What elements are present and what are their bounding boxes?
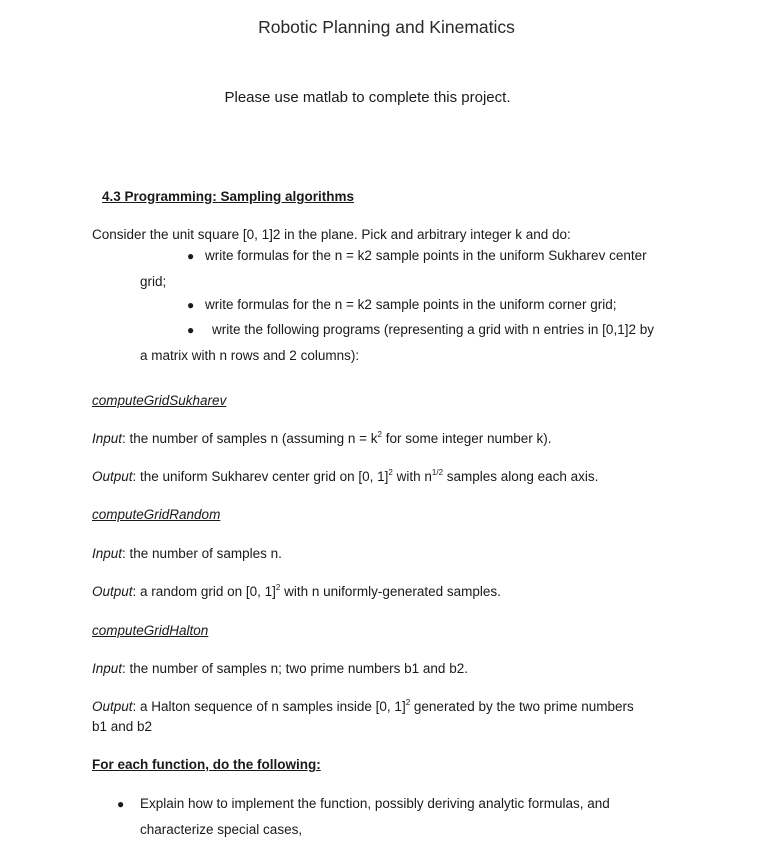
sukharev-input [92,431,552,446]
bullet-icon: ● [187,249,195,263]
final-bullet-line-2: characterize special cases, [140,822,303,837]
halton-output-line-2: b1 and b2 [92,719,153,734]
superscript: 1/2 [431,467,444,477]
function-name-random: computeGridRandom [92,507,221,522]
input-label: Input [92,431,123,446]
halton-input [92,661,468,676]
output-text: : the uniform Sukharev center grid on [0, 1] [132,469,389,484]
section-heading: 4.3 Programming: Sampling algorithms [102,189,355,204]
bullet-icon: ● [117,797,125,811]
document-title: Robotic Planning and Kinematics [258,17,515,37]
random-input [92,546,282,561]
output-text: generated by the two prime numbers [410,699,634,714]
output-text: with n uniformly-generated samples. [280,584,501,599]
function-name-halton: computeGridHalton [92,623,209,638]
bullet-3-line-1: write the following programs (representing a grid with n entries in [0,1]2 by [212,322,654,337]
input-text: for some integer number k). [381,431,552,446]
sukharev-output [92,469,598,484]
output-label: Output [92,699,133,714]
input-text: : the number of samples n; two prime numbers b1 and b2. [122,661,468,676]
document-subtitle: Please use matlab to complete this project. [224,89,511,106]
random-output [92,584,501,599]
output-text: samples along each axis. [443,469,599,484]
superscript: 2 [275,582,281,592]
output-label: Output [92,584,133,599]
bullet-3-line-2: a matrix with n rows and 2 columns): [140,348,360,363]
bullet-2-line-1: write formulas for the n = k2 sample points in the uniform corner grid; [205,297,617,312]
superscript: 2 [405,697,411,707]
intro-paragraph: Consider the unit square [0, 1]2 in the plane. Pick and arbitrary integer k and do: [92,227,571,242]
for-each-heading: For each function, do the following: [92,757,321,772]
bullet-1-line-1: write formulas for the n = k2 sample points in the uniform Sukharev center [205,248,647,263]
input-text: : the number of samples n (assuming n = k [122,431,378,446]
halton-output [92,699,634,714]
bullet-icon: ● [187,323,195,337]
output-text: : a Halton sequence of n samples inside [0, 1] [132,699,406,714]
function-name-sukharev: computeGridSukharev [92,393,227,408]
output-text: with n [392,469,432,484]
input-label: Input [92,546,123,561]
output-text: : a random grid on [0, 1] [132,584,276,599]
final-bullet-line-1: Explain how to implement the function, possibly deriving analytic formulas, and [140,796,610,811]
input-label: Input [92,661,123,676]
bullet-icon: ● [187,298,195,312]
input-text: : the number of samples n. [122,546,282,561]
superscript: 2 [388,467,393,477]
output-label: Output [92,469,133,484]
bullet-1-line-2: grid; [140,274,167,289]
superscript: 2 [377,429,382,439]
